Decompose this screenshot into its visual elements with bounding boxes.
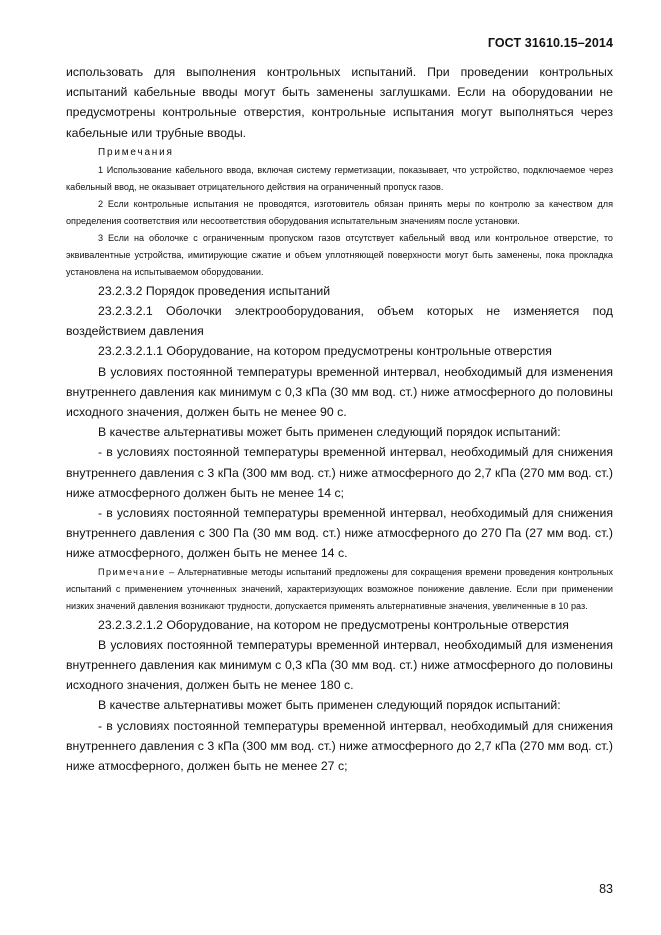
paragraph-3kpa-27s: - в условиях постоянной температуры временной интервал, необходимый для снижения внутреннего давления с 3 кПа (300 мм вод. ст.) ниже атмосферного до 2,7 кПа (270 мм вод. ст.) ниже атмосферного, должен быть не менее 27 с;	[66, 718, 613, 774]
note-text: – Альтернативные методы испытаний предложены для сокращения времени проведения контрольных испытаний с применением уточненных значений, характеризующих возможное понижение давление. Если при применении низких значений давления возникают трудности, допускается применять альтернативные значения, увеличенные в 10 раз.	[66, 566, 613, 611]
paragraph-300pa-14s: - в условиях постоянной температуры временной интервал, необходимый для снижения внутреннего давления с 300 Па (30 мм вод. ст.) ниже атмосферного до 270 Па (27 мм вод. ст.) ниже атмосферного, должен быть не менее 14 с.	[66, 506, 613, 561]
note-3: 3 Если на оболочке с ограниченным пропуском газов отсутствует кабельный ввод или контрольное отверстие, то эквивалентные устройства, имитирующие сжатие и объем уплотняющей поверхности могут быть заменены, пока прокладка установлена на испытываемом оборудовании.	[66, 232, 613, 277]
document-page	[66, 36, 613, 916]
page-number: 83	[599, 882, 613, 896]
document-body	[66, 62, 613, 776]
paragraph-control-tests: использовать для выполнения контрольных испытаний. При проведении контрольных испытаний кабельные вводы могут быть заменены заглушками. Если на оборудовании не предусмотрены контрольные отверстия, контрольные испытания могут выполняться через кабельные или трубные вводы.	[66, 65, 613, 140]
notes-title: Примечания	[98, 146, 174, 158]
paragraph-alternative-1: В качестве альтернативы может быть применен следующий порядок испытаний:	[98, 425, 561, 440]
paragraph-interval-180s: В условиях постоянной температуры временной интервал, необходимый для изменения внутреннего давления как минимум с 0,3 кПа (30 мм вод. ст.) ниже атмосферного до половины исходного значения, должен быть не менее 180 с.	[66, 637, 613, 693]
section-23-2-3-2-1-1: 23.2.3.2.1.1 Оборудование, на котором предусмотрены контрольные отверстия	[98, 344, 552, 359]
note-label: Примечание	[98, 566, 166, 577]
section-23-2-3-2: 23.2.3.2 Порядок проведения испытаний	[98, 283, 331, 298]
section-23-2-3-2-1-2: 23.2.3.2.1.2 Оборудование, на котором не предусмотрены контрольные отверстия	[98, 617, 569, 632]
paragraph-3kpa-14s: - в условиях постоянной температуры временной интервал, необходимый для снижения внутреннего давления с 3 кПа (300 мм вод. ст.) ниже атмосферного до 2,7 кПа (270 мм вод. ст.) ниже атмосферного должен быть не менее 14 с;	[66, 445, 613, 500]
paragraph-alternative-2: В качестве альтернативы может быть применен следующий порядок испытаний:	[98, 698, 561, 713]
paragraph-interval-90s: В условиях постоянной температуры временной интервал, необходимый для изменения внутреннего давления как минимум с 0,3 кПа (30 мм вод. ст.) ниже атмосферного до половины исходного значения, должен быть не менее 90 с.	[66, 364, 613, 420]
note-1: 1 Использование кабельного ввода, включая систему герметизации, показывает, что устройство, подключаемое через кабельный ввод, не оказывает отрицательного действия на ограниченный пропуск газов.	[66, 164, 613, 192]
document-header-id: ГОСТ 31610.15–2014	[487, 36, 613, 50]
note-2: 2 Если контрольные испытания не проводятся, изготовитель обязан принять меры по контролю за качеством для определения соответствия или несоответствия оборудования испытательным значениям после установки.	[66, 198, 613, 226]
note-alternative-methods	[66, 564, 613, 615]
section-23-2-3-2-1: 23.2.3.2.1 Оболочки электрооборудования, объем которых не изменяется под воздействием давления	[66, 304, 613, 339]
